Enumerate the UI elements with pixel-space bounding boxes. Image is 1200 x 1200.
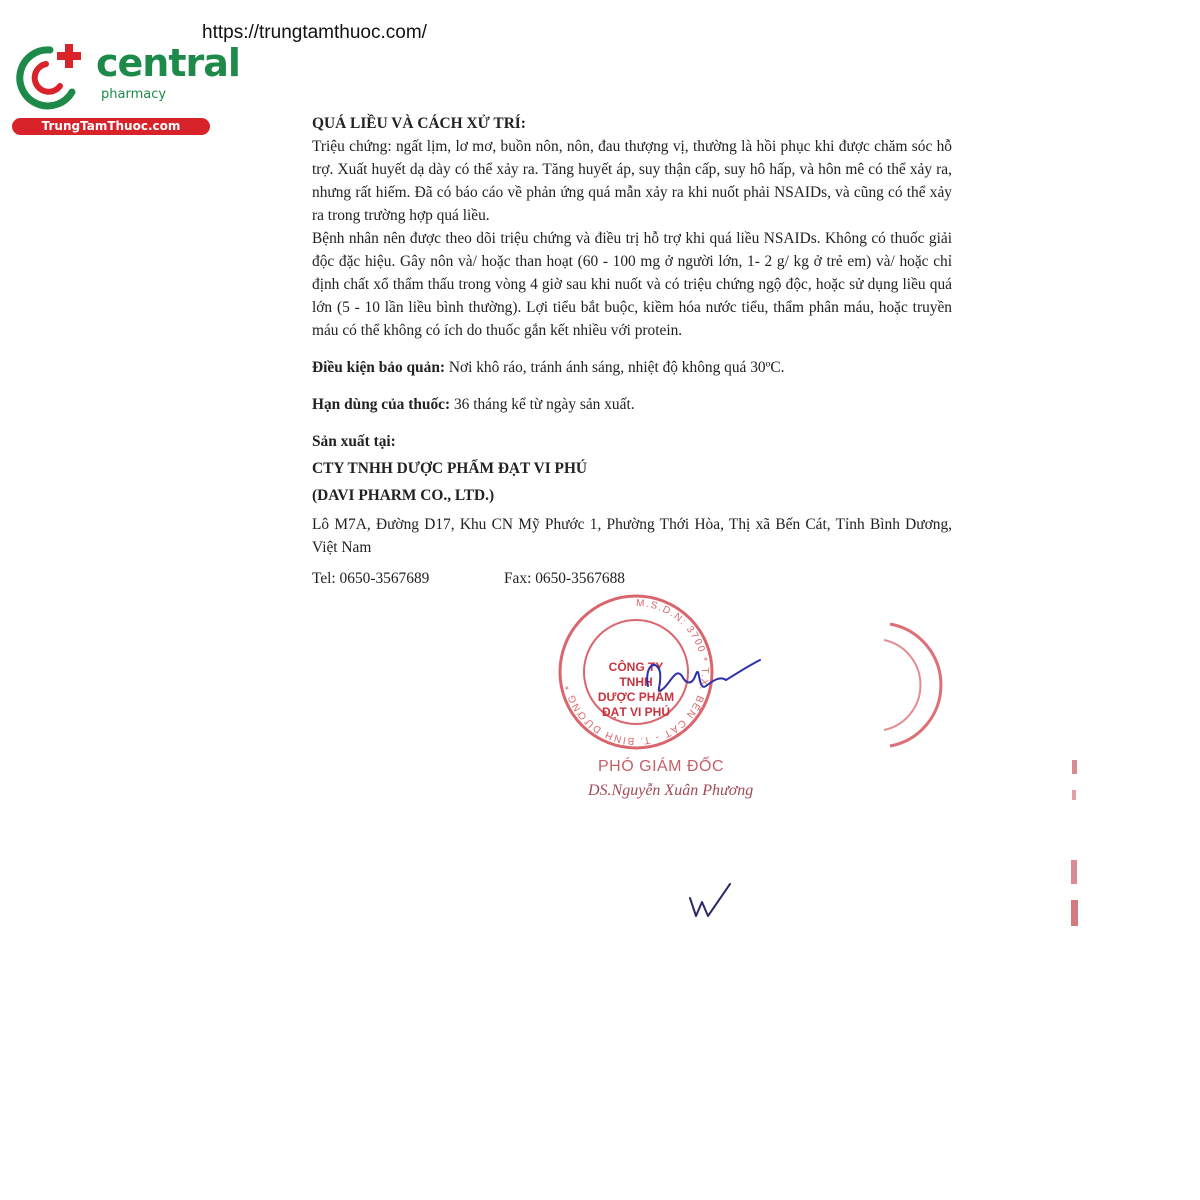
logo-site-banner: TrungTamThuoc.com — [12, 118, 210, 135]
contact-line — [312, 567, 952, 590]
document-body — [312, 112, 952, 590]
stamp-line: ĐẠT VI PHÚ — [601, 705, 670, 719]
storage-conditions — [312, 356, 952, 379]
section-heading-overdose: QUÁ LIỀU VÀ CÁCH XỬ TRÍ: — [312, 115, 526, 132]
source-url[interactable]: https://trungtamthuoc.com/ — [202, 22, 427, 43]
expiry-label: Hạn dùng của thuốc: — [312, 396, 451, 413]
storage-label: Điều kiện bảo quản: — [312, 359, 445, 376]
partial-stamp-seal — [880, 620, 950, 750]
central-pharmacy-logo — [10, 40, 240, 140]
telephone: Tel: 0650-3567689 — [312, 570, 430, 587]
fax: Fax: 0650-3567688 — [504, 570, 625, 587]
manufactured-at-label: Sản xuất tại: — [312, 433, 396, 450]
stamp-ring-text: M.S.D.N: 3700 * T.X. BẾN CÁT - T. BÌNH DƯƠNG * — [563, 597, 710, 747]
overdose-symptoms-paragraph: Triệu chứng: ngất lịm, lơ mơ, buồn nôn, nôn, đau thượng vị, thường là hồi phục khi được chăm sóc hỗ trợ. Xuất huyết dạ dày có thể xảy ra. Tăng huyết áp, suy thận cấp, suy hô hấp, và hôn mê có thể xảy ra, nhưng rất hiếm. Đã có báo cáo về phản ứng quá mẫn xảy ra khi nuốt phải NSAIDs, và cũng có thể xảy ra trong trường hợp quá liều. — [312, 138, 952, 224]
storage-value: Nơi khô ráo, tránh ánh sáng, nhiệt độ không quá 30ºC. — [445, 359, 785, 376]
stamp-line: TNHH — [619, 675, 653, 689]
shelf-life — [312, 393, 952, 416]
stamp-line: DƯỢC PHẨM — [597, 690, 675, 704]
overdose-treatment-paragraph: Bệnh nhân nên được theo dõi triệu chứng và điều trị hỗ trợ khi quá liều NSAIDs. Không có thuốc giải độc đặc hiệu. Gây nôn và/ hoặc than hoạt (60 - 100 mg ở người lớn, 1- 2 g/ kg ở trẻ em) và/ hoặc chỉ định chất xổ thẩm thấu trong vòng 4 giờ sau khi nuốt và có triệu chứng ngộ độc, hoặc sử dụng liều quá lớn (5 - 10 lần liều bình thường). Lợi tiểu bắt buộc, kiềm hóa nước tiểu, thẩm phân máu, hoặc truyền máu có thể không có ích do thuốc gắn kết nhiều với protein. — [312, 230, 952, 339]
expiry-value: 36 tháng kể từ ngày sản xuất. — [450, 396, 635, 413]
edge-stamp-marks — [1066, 760, 1082, 930]
handwritten-signature — [636, 646, 766, 706]
signatory-name: DS.Nguyễn Xuân Phương — [588, 782, 754, 799]
company-name-vietnamese: CTY TNHH DƯỢC PHẨM ĐẠT VI PHÚ — [312, 460, 588, 477]
logo-subtitle: pharmacy — [101, 87, 167, 102]
signatory-title: PHÓ GIÁM ĐỐC — [598, 758, 725, 775]
handwritten-initial — [684, 880, 734, 920]
stamp-line: CÔNG TY — [608, 660, 664, 674]
pharmacy-cross-logo-icon — [10, 40, 92, 112]
company-address: Lô M7A, Đường D17, Khu CN Mỹ Phước 1, Phường Thới Hòa, Thị xã Bến Cát, Tỉnh Bình Dương, Việt Nam — [312, 516, 952, 556]
company-name-english: (DAVI PHARM CO., LTD.) — [312, 487, 495, 504]
logo-name: central — [96, 41, 240, 85]
